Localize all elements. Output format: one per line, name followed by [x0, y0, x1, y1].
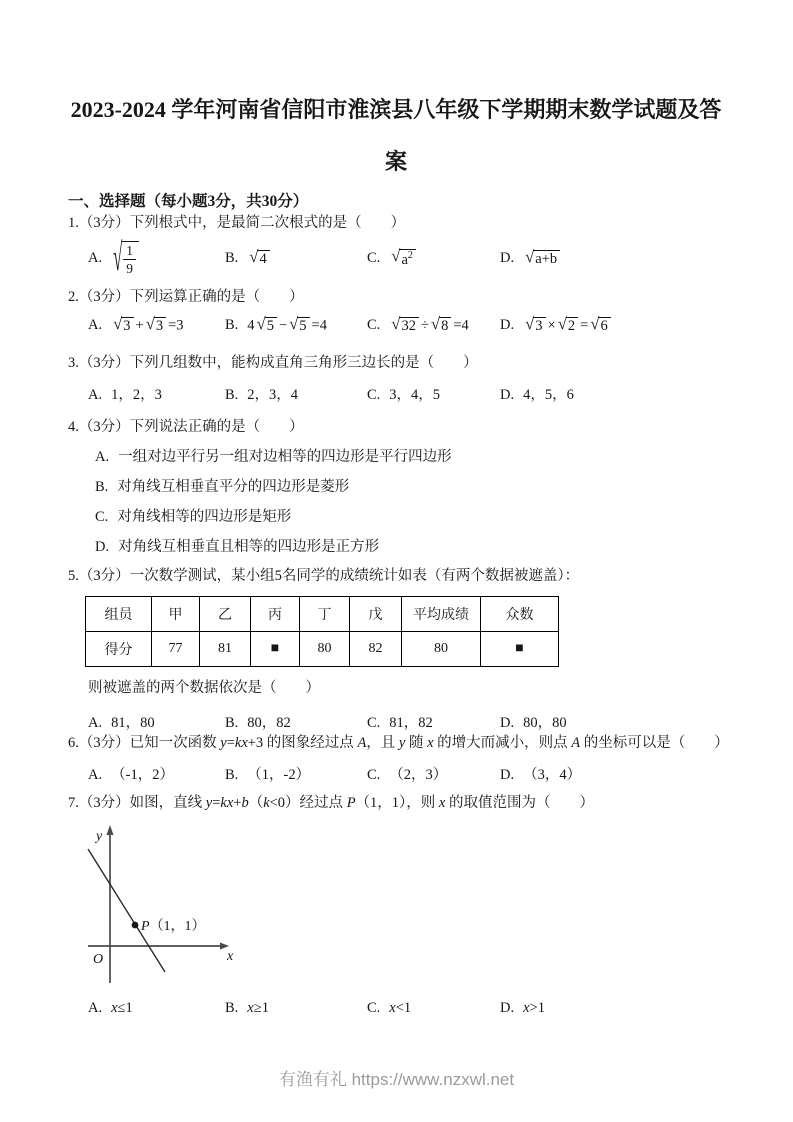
option-label: C.: [95, 509, 109, 525]
document-title: 2023-2024 学年河南省信阳市淮滨县八年级下学期期末数学试题及答案: [70, 97, 722, 174]
radical-sign: √: [430, 314, 441, 333]
math-expression: A: [357, 735, 367, 751]
table-row: [86, 597, 559, 632]
table-cell: 平均成绩: [402, 597, 481, 632]
question-3: [68, 353, 753, 404]
option-d: D. x>1: [500, 1000, 545, 1016]
table-cell: 戊: [350, 597, 402, 632]
question-7: [68, 793, 753, 1017]
math-expression: y=kx: [205, 795, 234, 811]
table-cell: 甲: [152, 597, 200, 632]
table-cell: 得分: [86, 632, 152, 667]
option-label: A.: [88, 317, 103, 334]
question-stem: 7.（3分）如图，直线 y=kx+b（k<0）经过点 P（1，1），则 x 的取值范围为（ ）: [68, 795, 594, 811]
radical-sign: √: [256, 314, 266, 333]
radical-sign: √: [590, 314, 600, 333]
option-b: B. （1，-2）: [225, 767, 311, 783]
options-row: [88, 234, 753, 280]
sqrt-expression: √ 2: [558, 317, 578, 335]
radical-sign: √: [289, 314, 299, 333]
sqrt-expression: √ 5: [257, 317, 277, 335]
sqrt-expression: √ $a^2$: [391, 249, 416, 269]
options-row: [88, 383, 753, 404]
math-expression: k: [263, 795, 270, 811]
radical-sign: √: [145, 314, 155, 333]
option-label: A.: [95, 449, 110, 465]
table-cell: 82: [350, 632, 402, 667]
option-label: B.: [225, 1000, 239, 1016]
question-stem: 3.（3分）下列几组数中，能构成直角三角形三边长的是（ ）: [68, 355, 478, 371]
radical-sign: √: [391, 246, 401, 266]
x-axis-label: x: [227, 949, 234, 964]
options-row: [95, 450, 753, 555]
question-stem: 1.（3分）下列根式中，是最简二次根式的是（ ）: [68, 215, 406, 231]
question-4: [68, 417, 753, 570]
sqrt-expression: √ 3: [146, 317, 166, 335]
question-post-text: 则被遮盖的两个数据依次是（ ）: [88, 680, 320, 696]
option-label: D.: [95, 539, 110, 555]
options-row: [88, 1000, 753, 1017]
option-a: A. 1，2，3: [88, 387, 162, 403]
option-label: D.: [500, 317, 515, 334]
option-label: C.: [367, 387, 381, 403]
math-expression: x: [438, 795, 446, 811]
table-cell: 80: [402, 632, 481, 667]
table-cell: 77: [152, 632, 200, 667]
sqrt-expression: √ 3: [113, 317, 133, 335]
y-axis-arrow-icon: [107, 825, 114, 835]
option-a: A. 81，80: [88, 715, 155, 731]
option-b: [225, 246, 367, 268]
option-label: B.: [225, 387, 239, 403]
footer-watermark: 有渔有礼 https://www.nzxwl.net: [278, 1070, 515, 1089]
radical-sign: √: [525, 314, 535, 333]
math-expression: b: [241, 795, 249, 811]
table-cell: ■: [481, 632, 559, 667]
option-label: B.: [225, 317, 239, 334]
sqrt-expression: [113, 234, 139, 280]
option-label: C.: [367, 715, 381, 731]
option-label: D.: [500, 767, 515, 783]
option-b: B. 80，82: [225, 715, 291, 731]
radical-sign: √: [249, 246, 259, 266]
sqrt-expression: √ 3: [525, 317, 545, 335]
sqrt-expression: √ 4: [249, 250, 269, 268]
option-label: C.: [367, 250, 381, 267]
sqrt-expression: √ 5: [289, 317, 309, 335]
math-expression: y=kx: [220, 735, 248, 751]
math-expression: x: [523, 1000, 530, 1016]
option-label: A.: [88, 387, 103, 403]
radical-sign: √: [113, 234, 123, 280]
option-label: D.: [500, 1000, 515, 1016]
option-d: D. 对角线互相垂直且相等的四边形是正方形: [95, 539, 380, 555]
option-label: C.: [367, 767, 381, 783]
option-b: B. x≥1: [225, 1000, 269, 1016]
option-label: B.: [225, 250, 239, 267]
table-cell: 80: [300, 632, 350, 667]
sqrt-expression: √ 6: [590, 317, 610, 335]
sqrt-expression: √ a+b: [525, 250, 560, 268]
section-heading: 一、选择题（每小题3分，共30分）: [68, 193, 309, 210]
question-stem: 5.（3分）一次数学测试，某小组5名同学的成绩统计如表（有两个数据被遮盖）：: [68, 568, 580, 584]
option-label: A.: [88, 715, 103, 731]
option-a: A. 一组对边平行另一组对边相等的四边形是平行四边形: [95, 449, 452, 465]
table-cell: 丙: [251, 597, 300, 632]
option-label: A.: [88, 767, 103, 783]
option-b: B. 对角线互相垂直平分的四边形是菱形: [95, 479, 350, 495]
sqrt-expression: √ 32: [391, 317, 419, 335]
option-d: [500, 246, 753, 268]
option-a: [88, 234, 225, 280]
option-d: D. √ 3 × √ 2 = √ 6: [500, 317, 753, 335]
option-label: B.: [95, 479, 109, 495]
option-label: A.: [88, 250, 103, 267]
math-expression: P: [346, 795, 356, 811]
option-c: C. 81，82: [367, 715, 433, 731]
table-cell: 丁: [300, 597, 350, 632]
option-a: A. √ 3 + √ 3 =3: [88, 314, 184, 334]
point-p-label: P（1，1）: [141, 919, 206, 934]
table-cell: 组员: [86, 597, 152, 632]
table-row: [86, 632, 559, 667]
fraction-denominator: 9: [126, 261, 134, 276]
point-p-dot: [132, 922, 139, 929]
option-label: D.: [500, 715, 515, 731]
origin-label: O: [93, 952, 104, 967]
math-expression: x: [389, 1000, 396, 1016]
option-d: D. 4，5，6: [500, 387, 574, 403]
option-label: D.: [500, 387, 515, 403]
radical-sign: √: [525, 246, 535, 266]
options-row: [88, 314, 753, 335]
option-c: C. √ 32 ÷ √ 8 =4: [367, 314, 469, 334]
option-label: C.: [367, 317, 381, 334]
option-c: C. 对角线相等的四边形是矩形: [95, 509, 292, 525]
table-cell: 乙: [200, 597, 251, 632]
question-2: [68, 287, 753, 335]
sqrt-expression: √ 8: [431, 317, 451, 335]
question-6: [68, 733, 753, 784]
option-a: A. （-1，2）: [88, 767, 174, 783]
option-c: [367, 246, 500, 269]
option-a: A. x≤1: [88, 1000, 133, 1016]
question-stem: 2.（3分）下列运算正确的是（ ）: [68, 289, 304, 305]
option-b: B. 4 √ 5 − √ 5 =4: [225, 314, 327, 334]
radical-sign: √: [391, 314, 401, 333]
fraction-numerator: 1: [123, 242, 136, 260]
math-expression: x: [427, 735, 434, 751]
options-row: [88, 763, 753, 784]
question-7-graph: [82, 823, 257, 991]
option-c: C. 3，4，5: [367, 387, 441, 403]
math-expression: x: [111, 1000, 118, 1016]
math-expression: y: [398, 735, 406, 751]
score-table: [85, 596, 559, 667]
table-cell: 众数: [481, 597, 559, 632]
option-c: C. x<1: [367, 1000, 412, 1016]
option-label: B.: [225, 767, 239, 783]
option-c: C. （2，3）: [367, 767, 448, 783]
option-label: D.: [500, 250, 515, 267]
question-stem: 6.（3分）已知一次函数 y=kx+3 的图象经过点 A，且 y 随 x 的增大而减小，则点 A 的坐标可以是（ ）: [68, 735, 729, 751]
fraction: [123, 242, 136, 277]
table-cell: ■: [251, 632, 300, 667]
question-stem: 4.（3分）下列说法正确的是（ ）: [68, 419, 304, 435]
question-5: [68, 566, 753, 732]
option-label: B.: [225, 715, 239, 731]
y-axis-label: y: [96, 829, 103, 844]
option-d: D. （3，4）: [500, 767, 582, 783]
math-expression: x: [247, 1000, 254, 1016]
math-expression: A: [571, 735, 581, 751]
radical-sign: √: [113, 314, 123, 333]
option-b: B. 2，3，4: [225, 387, 299, 403]
radical-sign: √: [557, 314, 567, 333]
question-1: [68, 213, 753, 280]
option-label: C.: [367, 1000, 381, 1016]
option-d: D. 80，80: [500, 715, 567, 731]
table-cell: 81: [200, 632, 251, 667]
option-label: A.: [88, 1000, 103, 1016]
options-row: [88, 711, 753, 732]
